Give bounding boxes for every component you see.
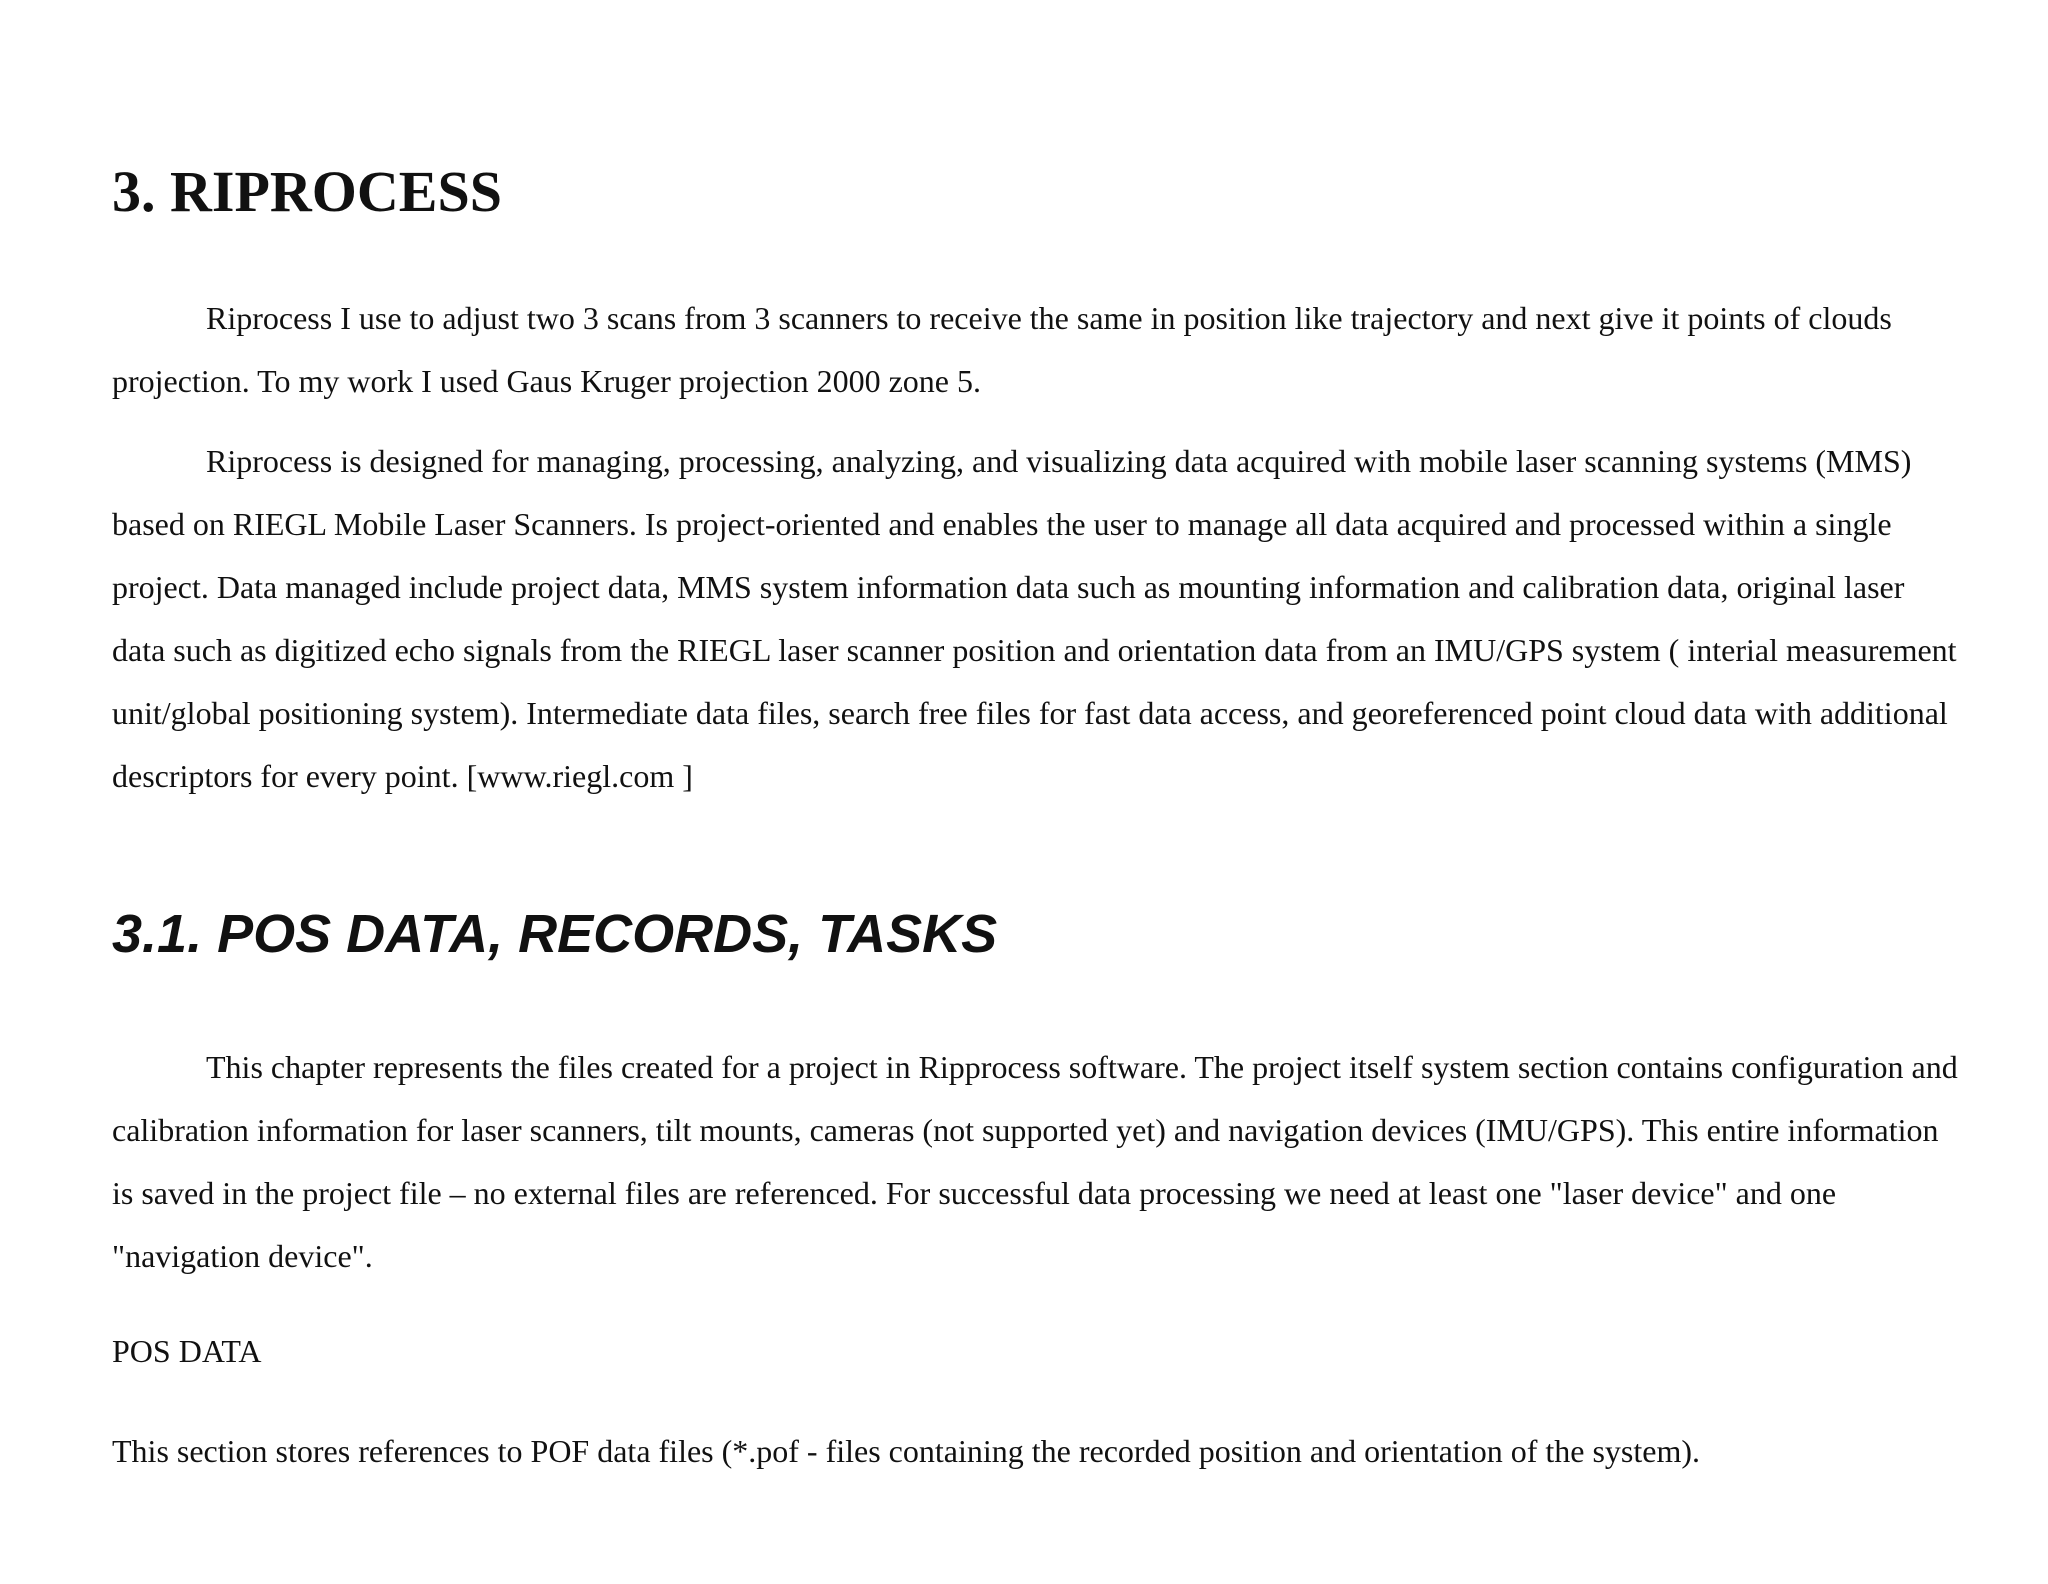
riprocess-description-paragraph: Riprocess is designed for managing, processing, analyzing, and visualizing data acquired with mobile laser scanning systems (MMS) based on RIEGL Mobile Laser Scanners. Is project-oriented and enables the user to manage all data acquired and processed within a single project. Data managed include project data, MMS system information data such as mounting information and calibration data, original laser data such as digitized echo signals from the RIEGL laser scanner position and orientation data from an IMU/GPS system ( interial measurement unit/global positioning system). Intermediate data files, search free files for fast data access, and georeferenced point cloud data with additional descriptors for every point. [www.riegl.com ] xyxy=(112,443,1957,794)
project-files-paragraph: This chapter represents the files created for a project in Ripprocess software. The project itself system section contains configuration and calibration information for laser scanners, tilt mounts, cameras (not supported yet) and navigation devices (IMU/GPS). This entire information is saved in the project file – no external files are referenced. For successful data processing we need at least one "laser device" and one "navigation device". xyxy=(112,1049,1958,1274)
pos-data-description: This section stores references to POF data files (*.pof - files containing the recorded position and orientation of the system). xyxy=(112,1433,1701,1469)
pos-data-label: POS DATA xyxy=(112,1333,262,1369)
subsection-heading: 3.1. POS DATA, RECORDS, TASKS xyxy=(112,904,998,964)
intro-paragraph: Riprocess I use to adjust two 3 scans from 3 scanners to receive the same in position like trajectory and next give it points of clouds projection. To my work I used Gaus Kruger projection 2000 zone 5. xyxy=(112,300,1892,399)
section-heading: 3. RIPROCESS xyxy=(112,159,502,224)
